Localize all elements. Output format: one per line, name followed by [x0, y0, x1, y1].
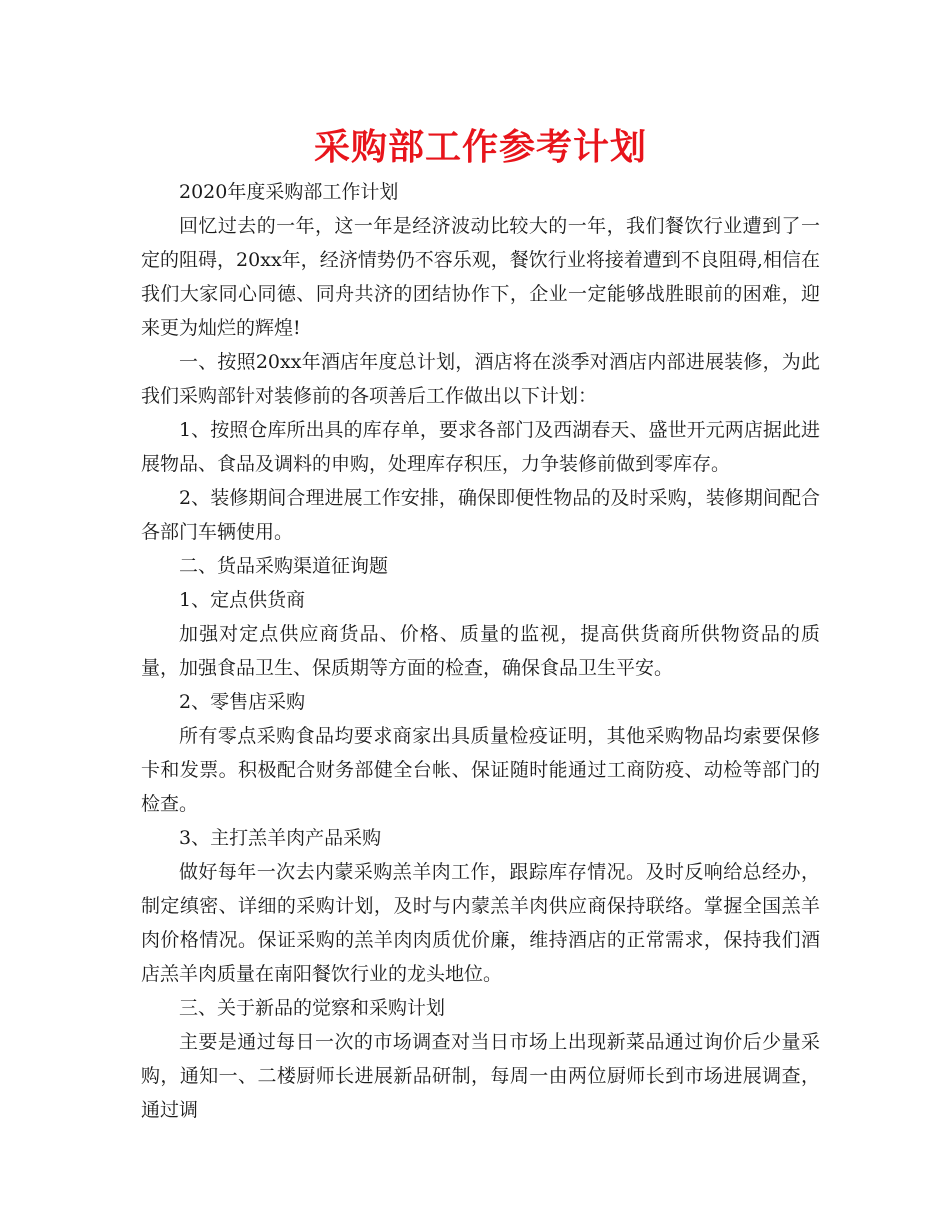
document-title: 采购部工作参考计划 — [313, 127, 647, 168]
paragraph-heading-2-1: 1、定点供货商 — [179, 589, 306, 611]
paragraph-heading-2-2: 2、零售店采购 — [179, 691, 306, 713]
paragraph-item-1-1: 1、按照仓库所出具的库存单，要求各部门及西湖春天、盛世开元两店据此进展物品、食品及调料的申购，处理库存积压，力争装修前做到零库存。 — [141, 419, 820, 475]
paragraph-body-2-1: 加强对定点供应商货品、价格、质量的监视，提高供货商所供物资品的质量，加强食品卫生、保质期等方面的检查，确保食品卫生平安。 — [141, 623, 820, 679]
paragraph-body-3: 主要是通过每日一次的市场调查对当日市场上出现新菜品通过询价后少量采购，通知一、二楼厨师长进展新品研制，每周一由两位厨师长到市场进展调查，通过调 — [141, 1031, 820, 1121]
paragraph-section-1: 一、按照20xx年酒店年度总计划，酒店将在淡季对酒店内部进展装修，为此我们采购部针对装修前的各项善后工作做出以下计划： — [141, 351, 820, 407]
paragraph-subtitle: 2020年度采购部工作计划 — [179, 181, 399, 203]
paragraph-review: 回忆过去的一年，这一年是经济波动比较大的一年，我们餐饮行业遭到了一定的阻碍，20xx年，经济情势仍不容乐观，餐饮行业将接着遭到不良阻碍,相信在我们大家同心同德、同舟共济的团结协作下，企业一定能够战胜眼前的困难，迎来更为灿烂的辉煌! — [141, 215, 820, 339]
paragraph-body-2-2: 所有零点采购食品均要求商家出具质量检疫证明，其他采购物品均索要保修卡和发票。积极配合财务部健全台帐、保证随时能通过工商防疫、动检等部门的检查。 — [141, 725, 820, 815]
paragraph-heading-2-3: 3、主打羔羊肉产品采购 — [179, 827, 382, 849]
paragraph-body-2-3: 做好每年一次去内蒙采购羔羊肉工作，跟踪库存情况。及时反响给总经办，制定缜密、详细的采购计划，及时与内蒙羔羊肉供应商保持联络。掌握全国羔羊肉价格情况。保证采购的羔羊肉肉质优价廉，维持酒店的正常需求，保持我们酒店羔羊肉质量在南阳餐饮行业的龙头地位。 — [141, 861, 820, 985]
paragraph-item-1-2: 2、装修期间合理进展工作安排，确保即便性物品的及时采购，装修期间配合各部门车辆使用。 — [141, 487, 820, 543]
paragraph-section-2: 二、货品采购渠道征询题 — [179, 555, 389, 577]
paragraph-section-3: 三、关于新品的觉察和采购计划 — [179, 997, 446, 1019]
document-body — [141, 175, 820, 1127]
